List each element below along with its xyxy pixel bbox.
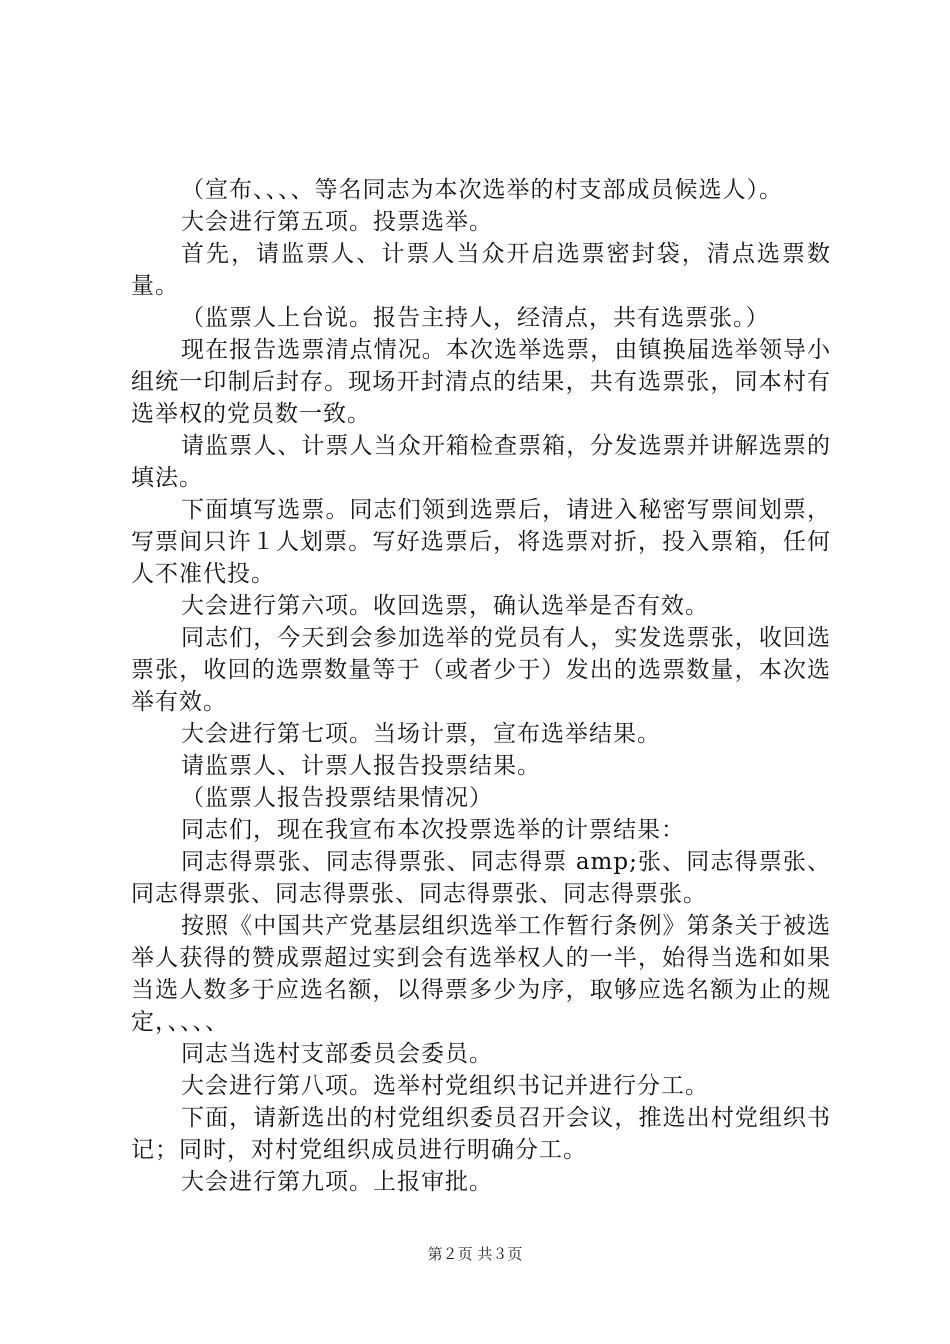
paragraph-4: （监票人上台说。报告主持人，经清点，共有选票张。）: [181, 305, 770, 331]
paragraph-7: 下面填写选票。同志们领到选票后，请进入秘密写票间划票，写票间只许１人划票。写好选票后，将选票对折，投入票箱，任何人不准代投。: [131, 497, 831, 587]
page-footer: 第２页 共３页: [427, 1245, 523, 1263]
paragraph-18: 下面，请新选出的村党组织委员召开会议，推选出村党组织书记；同时，对村党组织成员进行明确分工。: [131, 1105, 831, 1163]
paragraph-6: 请监票人、计票人当众开箱检查票箱，分发选票并讲解选票的填法。: [131, 433, 831, 491]
paragraph-19: 大会进行第九项。上报审批。: [181, 1169, 493, 1195]
paragraph-11: 请监票人、计票人报告投票结果。: [181, 753, 541, 779]
paragraph-8: 大会进行第六项。收回选票，确认选举是否有效。: [181, 593, 709, 619]
paragraph-9: 同志们，今天到会参加选举的党员有人，实发选票张，收回选票张，收回的选票数量等于（或者少于）发出的选票数量，本次选举有效。: [131, 625, 831, 715]
paragraph-5: 现在报告选票清点情况。本次选举选票，由镇换届选举领导小组统一印制后封存。现场开封清点的结果，共有选票张，同本村有选举权的党员数一致。: [131, 337, 831, 427]
paragraph-13: 同志们，现在我宣布本次投票选举的计票结果：: [181, 817, 685, 843]
paragraph-16: 同志当选村支部委员会委员。: [181, 1041, 493, 1067]
paragraph-10: 大会进行第七项。当场计票，宣布选举结果。: [181, 721, 661, 747]
paragraph-12: （监票人报告投票结果情况）: [181, 785, 493, 811]
paragraph-1: （宣布、、、、等名同志为本次选举的村支部成员候选人）。: [181, 177, 783, 203]
paragraph-2: 大会进行第五项。投票选举。: [181, 209, 493, 235]
paragraph-15: 按照《中国共产党基层组织选举工作暂行条例》第条关于被选举人获得的赞成票超过实到会有选举权人的一半，始得当选和如果当选人数多于应选名额，以得票多少为序，取够应选名额为止的规定，、、、、: [131, 913, 831, 1035]
paragraph-3: 首先，请监票人、计票人当众开启选票密封袋，清点选票数量。: [131, 241, 831, 299]
paragraph-14: 同志得票张、同志得票张、同志得票 amp;张、同志得票张、同志得票张、同志得票张、同志得票张、同志得票张。: [131, 849, 831, 907]
document-body: [131, 174, 831, 1198]
paragraph-17: 大会进行第八项。选举村党组织书记并进行分工。: [181, 1073, 709, 1099]
